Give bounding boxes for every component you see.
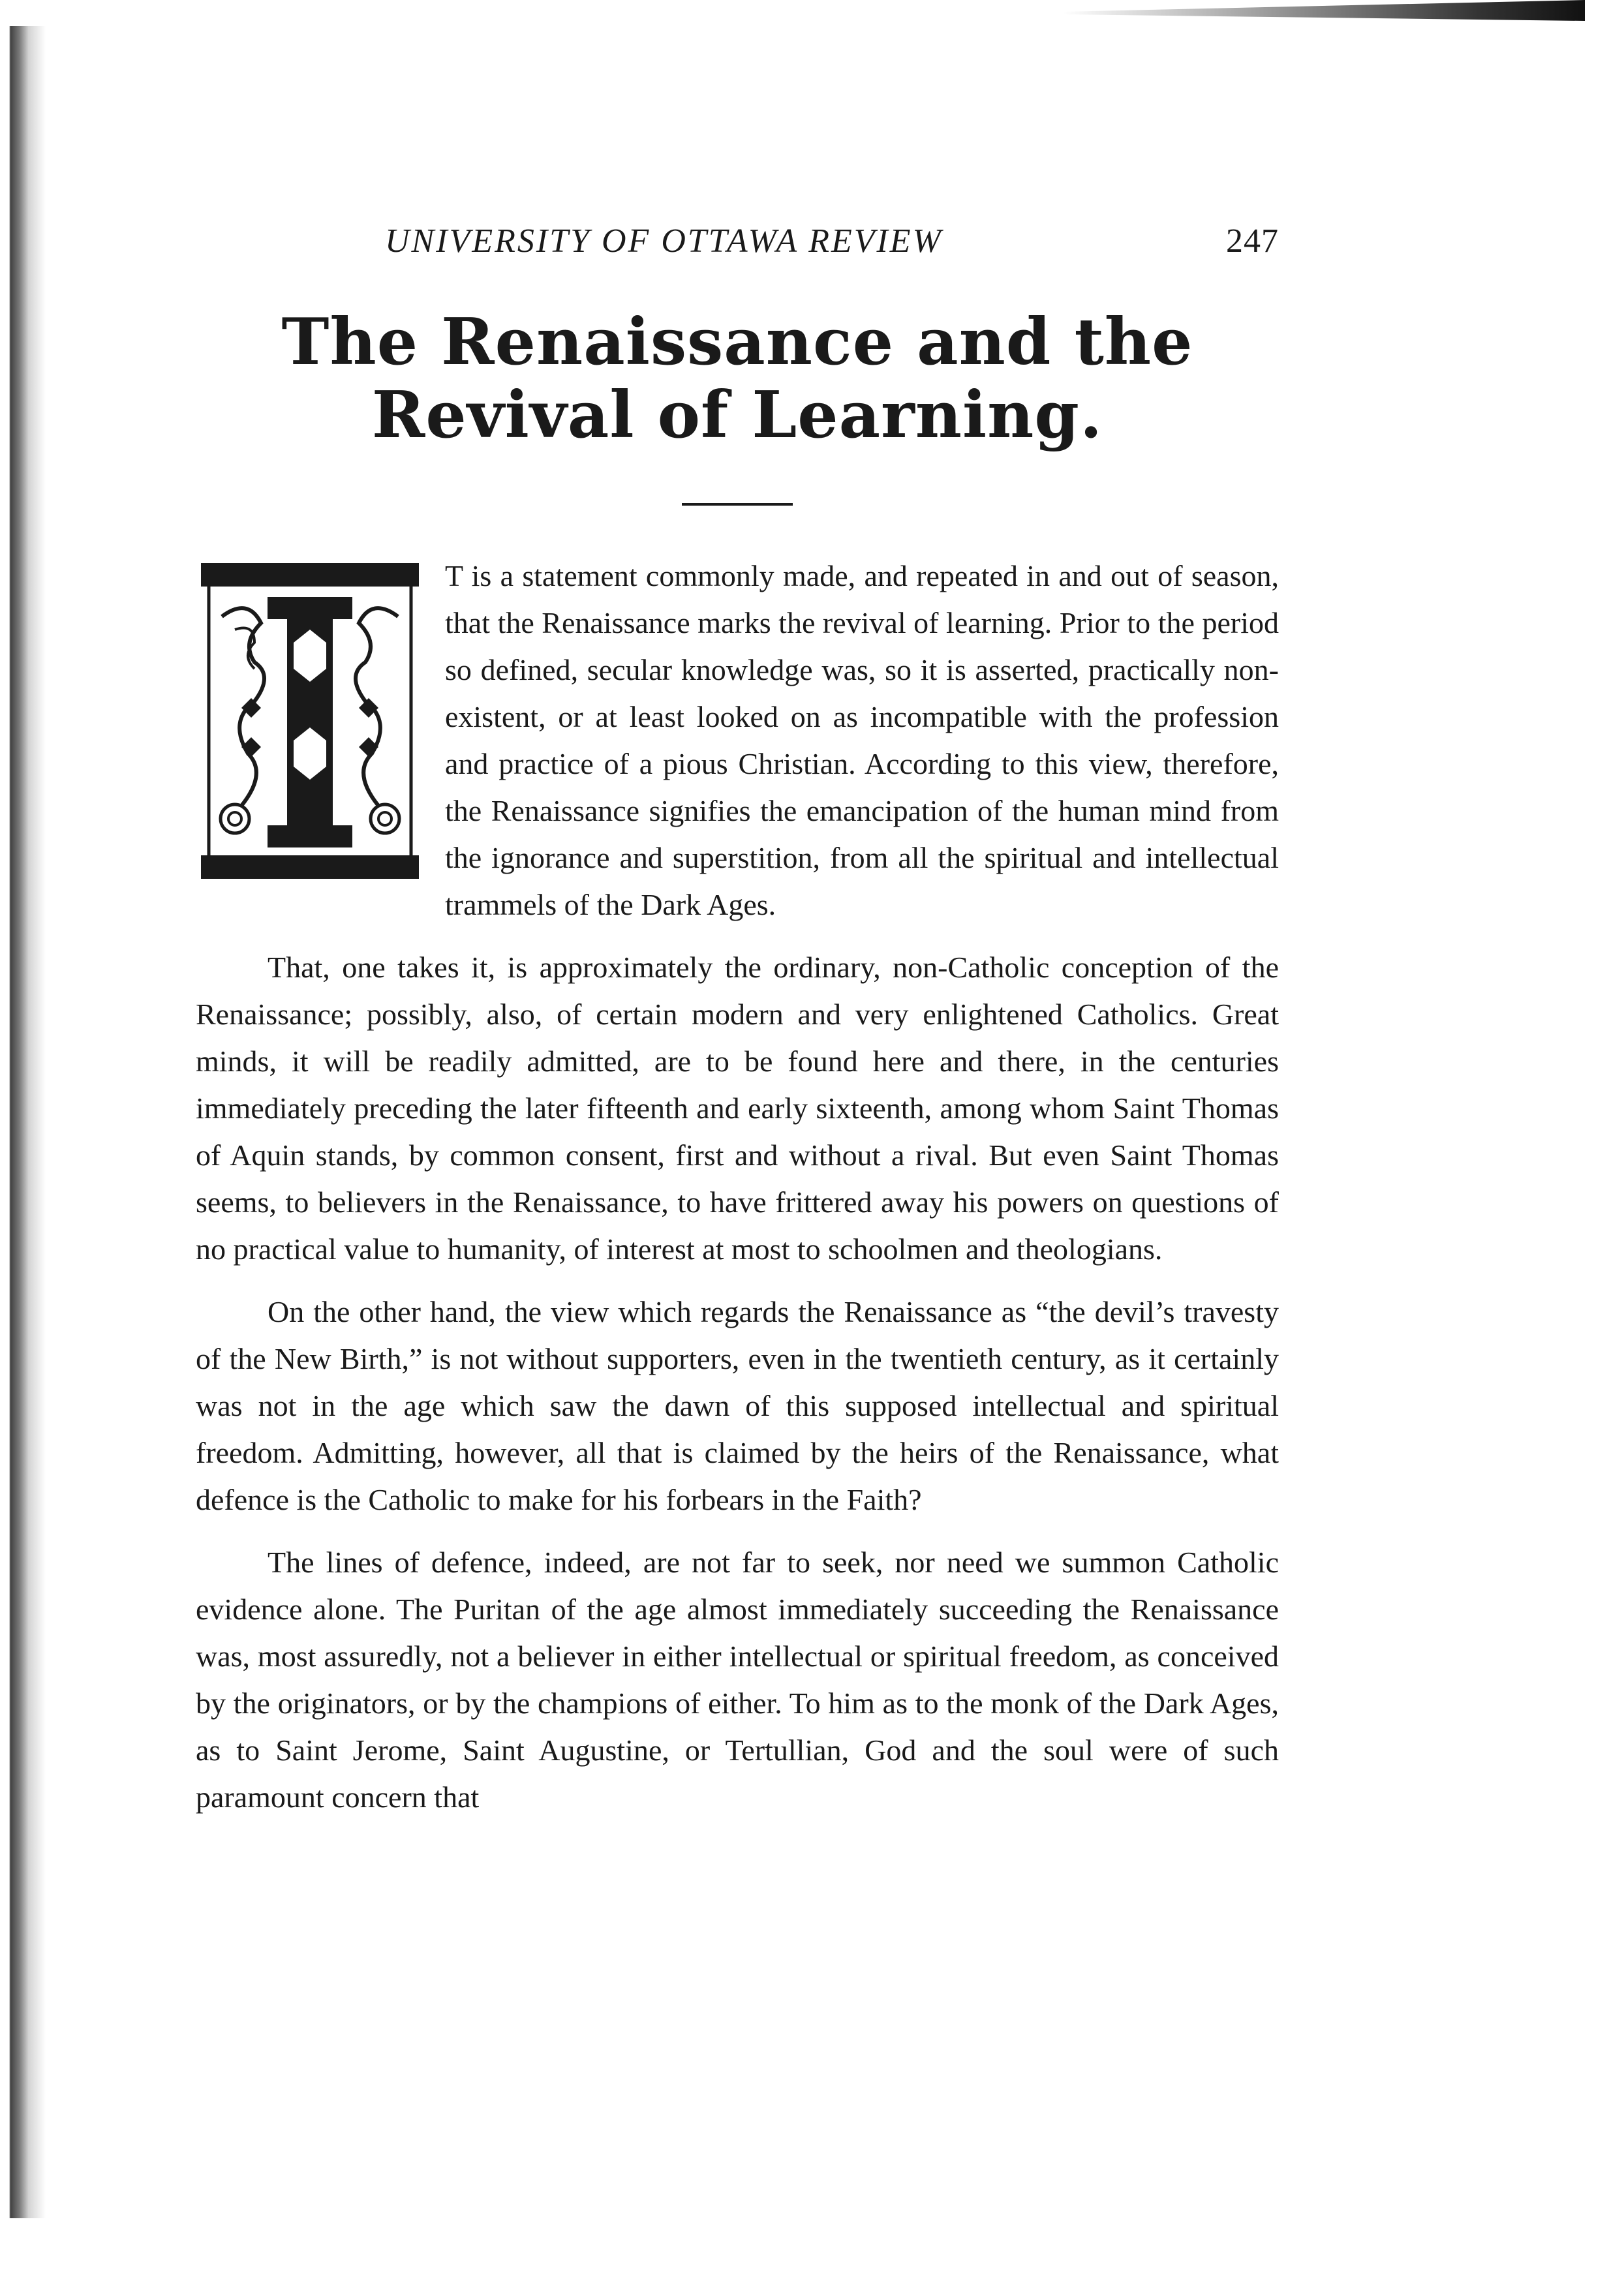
article-title: The Renaissance and the Revival of Learning. [281,305,1193,453]
paragraph-3: On the other hand, the view which regards the Renaissance as “the devil’s travesty of the New Birth,” is not without supporters, even in the twentieth century, as it certainly was not in the age which saw the dawn of this supposed intellectual and spiritual freedom. Admitting, however, all that is claimed by the heirs of the Renaissance, what defence is the Catholic to make for his forbears in the Faith? [196,1295,1279,1516]
journal-title: UNIVERSITY OF OTTAWA REVIEW [385,222,943,260]
paragraph-4: The lines of defence, indeed, are not far to seek, nor need we summon Catholic evidence alone. The Puritan of the age almost immediately succeeding the Renaissance was, most assuredly, not a believer in either intellectual or spiritual freedom, as conceived by the originators, or by the champions of either. To him as to the monk of the Dark Ages, as to Saint Jerome, Saint Augustine, or Tertullian, God and the soul were of such paramount concern that [196,1546,1279,1814]
article-body [196,553,1279,1821]
scan-smudge [1063,0,1585,26]
paragraph-1: T is a statement commonly made, and repeated in and out of season, that the Renaissance marks the revival of learning. Prior to the period so defined, secular knowledge was, so it is asserted, practically non-existent, or at least looked on as incompatible with the profession and practice of a pious Christian. According to this view, therefore, the Renaissance signifies the emancipation of the human mind from the ignorance and superstition, from all the spiritual and intellectual trammels of the Dark Ages. [445,559,1279,921]
page-number: 247 [1226,222,1279,260]
running-header [385,222,1279,260]
drop-cap-ornament [196,558,424,884]
title-divider [682,503,793,506]
scan-binding-edge [0,26,46,2218]
journal-page [196,222,1279,1821]
paragraph-2: That, one takes it, is approximately the ordinary, non-Catholic conception of the Renaissance; possibly, also, of certain modern and very enlightened Catholics. Great minds, it will be readily admitted, are to be found here and there, in the centuries immediately preceding the later fifteenth and early sixteenth, among whom Saint Thomas of Aquin stands, by common consent, first and without a rival. But even Saint Thomas seems, to believers in the Renaissance, to have frittered away his powers on questions of no practical value to humanity, of interest at most to schoolmen and theologians. [196,951,1279,1266]
